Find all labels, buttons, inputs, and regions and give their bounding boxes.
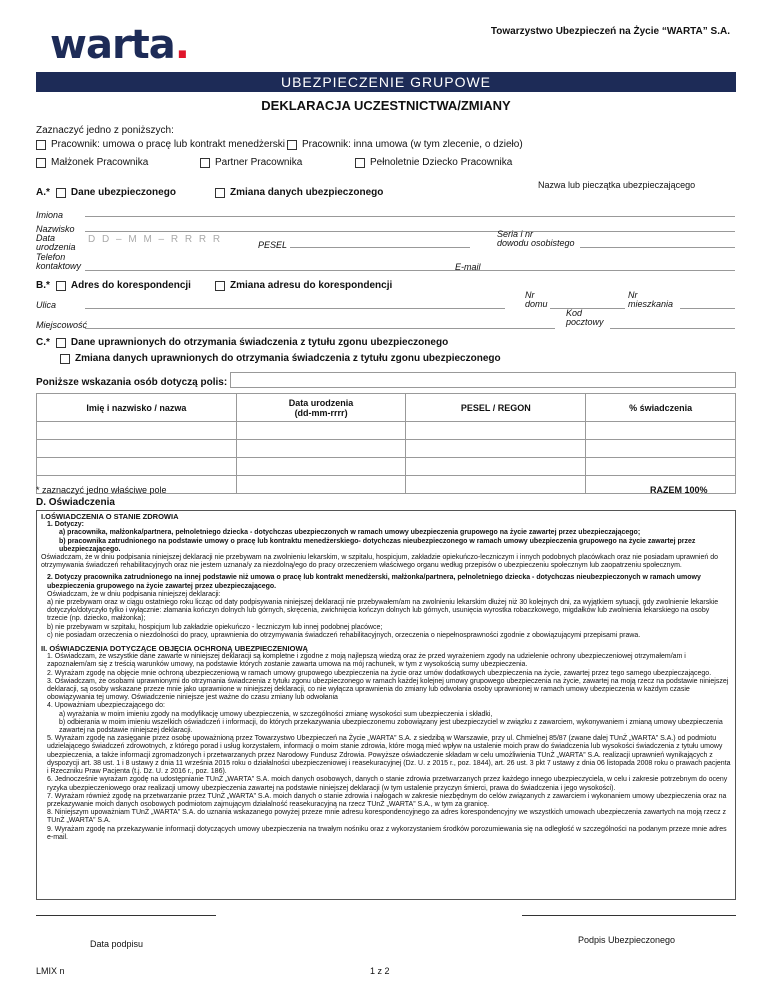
decl-p1b: b) pracownika zatrudnionego na podstawie umowy o pracę lub kontraktu menedżerskiego- dotychczas nieubezpieczonego w ramach umowy ubezpieczenia grupowego na życie zawartej przez ubezpieczającego. bbox=[59, 537, 696, 553]
section-a-option2[interactable]: Zmiana danych ubezpieczonego bbox=[215, 187, 383, 198]
decl-p1c: Oświadczam, że w dniu podpisania niniejszej deklaracji nie przebywam na zwolnieniu lekarskim, w szpitalu, hospicjum, zakładzie opiekuńczo-leczniczym i innych podobnych placówkach oraz nie posiadam uprawnień do otrzymywania świadczeń rehabilitacyjnych oraz nie jestem uznana/y za niezdolną/ego do pracy orzeczeniem właściwego organu według przepisów o ubezpieczeniu społecznym lub zaopatrzeniu społecznym. bbox=[41, 554, 719, 570]
pesel-field[interactable] bbox=[290, 232, 470, 248]
option-spouse[interactable]: Małżonek Pracownika bbox=[36, 157, 148, 168]
col-percent: % świadczenia bbox=[586, 394, 736, 422]
label-imiona: Imiona bbox=[36, 210, 64, 220]
section-a-option1[interactable]: A.* Dane ubezpieczonego bbox=[36, 187, 176, 198]
section-c-option1[interactable]: C.* Dane uprawnionych do otrzymania świadczenia z tytułu zgonu ubezpieczonego bbox=[36, 337, 449, 348]
label-email: E-mail bbox=[455, 262, 481, 272]
street-field[interactable] bbox=[85, 293, 505, 309]
decl-q4: 4. Upoważniam ubezpieczającego do: bbox=[47, 702, 165, 710]
label-seria: Seria i nr dowodu osobistego bbox=[497, 229, 575, 248]
checkbox[interactable] bbox=[36, 158, 46, 168]
warta-logo: warta. bbox=[50, 22, 189, 68]
health-header: I.OŚWIADCZENIA O STANIE ZDROWIA bbox=[41, 512, 179, 521]
coverage-header: II. OŚWIADCZENIA DOTYCZĄCE OBJĘCIA OCHRONĄ UBEZPIECZENIOWĄ bbox=[41, 644, 308, 654]
insured-signature-line[interactable] bbox=[522, 915, 736, 916]
form-banner: UBEZPIECZENIE GRUPOWE bbox=[36, 72, 736, 92]
col-name: Imię i nazwisko / nazwa bbox=[37, 394, 237, 422]
label-ulica: Ulica bbox=[36, 300, 57, 310]
option-adult-child[interactable]: Pełnoletnie Dziecko Pracownika bbox=[355, 157, 512, 168]
policies-label: Poniższe wskazania osób dotyczą polis: bbox=[36, 377, 228, 388]
section-d-title: D. Oświadczenia bbox=[36, 497, 115, 508]
decl-q1: 1. Oświadczam, że wszystkie dane zawarte w niniejszej deklaracji są kompletne i zgodne z moją najlepszą wiedzą oraz że przed wyrażeniem zgody na udzielenie ochrony ubezpieczeniowej otrzymałem/am i zapoznałem/am się z treścią warunków umowy, na podstawie których zostanie zawarta umowa na mój rachunek, w tym z wysokością sumy ubezpieczenia. bbox=[47, 653, 686, 669]
col-birthdate: Data urodzenia (dd-mm-rrrr) bbox=[236, 394, 406, 422]
label-miejscowosc: Miejscowość bbox=[36, 320, 88, 330]
checkbox[interactable] bbox=[56, 281, 66, 291]
postal-code-field[interactable] bbox=[610, 313, 735, 329]
decl-q9: 9. Wyrażam zgodę na przekazywanie informacji dotyczących umowy ubezpieczenia na trwałym nośniku oraz z wykorzystaniem środków porozumiewania się na odległość w szczególności na podanym przeze mnie adres e-mail. bbox=[47, 825, 727, 841]
decl-q2: 2. Wyrażam zgodę na objęcie mnie ochroną ubezpieczeniową w ramach umowy grupowego ubezpieczenia na życie oraz umów dodatkowych ubezpieczenia na życie, zawartej przez tego samego ubezpieczającego. bbox=[47, 669, 712, 677]
decl-q6: 6. Jednocześnie wyrażam zgodę na udostępnianie TUnŻ „WARTA” S.A. moich danych osobowych, danych o stanie zdrowia przetwarzanych przez każdego innego ubezpieczyciela, w celu i zakresie potrzebnym do oceny ryzyka ubezpieczeniowego oraz realizacji umowy ubezpieczenia zawartej na podstawie niniejszej deklaracji (w tym ustalenie przyczyn śmierci, prawa do świadczenia i jego wysokości). bbox=[47, 776, 728, 792]
date-signature-line[interactable] bbox=[36, 915, 216, 916]
option-partner[interactable]: Partner Pracownika bbox=[200, 157, 302, 168]
beneficiaries-table bbox=[36, 393, 736, 494]
table-row[interactable] bbox=[37, 440, 736, 458]
total-label: RAZEM 100% bbox=[650, 485, 708, 495]
section-b-option2[interactable]: Zmiana adresu do korespondencji bbox=[215, 280, 392, 291]
checkbox[interactable] bbox=[215, 281, 225, 291]
decl-q4b: b) odbierania w moim imieniu wszelkich oświadczeń i informacji, do których przekazywania ubezpieczonemu zobowiązany jest ubezpieczyciel w związku z zawarciem, wykonywaniem i zmianą umowy ubezpieczenia zawartej na podstawie niniejszej deklaracji. bbox=[59, 718, 723, 735]
city-field[interactable] bbox=[85, 313, 555, 329]
label-pesel: PESEL bbox=[258, 240, 288, 250]
declarations-box bbox=[36, 510, 736, 900]
decl-p2: 2. Dotyczy pracownika zatrudnionego na innej podstawie niż umowa o pracę lub kontrakt menedżerski, małżonka/partnera, pełnoletniego dziecka - dotychczas nieubezpieczonych w ramach umowy ubezpieczenia grupowego na życie zawartej przez ubezpieczającego. bbox=[47, 574, 701, 590]
decl-p2b: b) nie przebywam w szpitalu, hospicjum lub zakładzie opiekuńczo - leczniczym lub innej podobnej placówce; bbox=[47, 623, 383, 631]
form-code: LMIX n bbox=[36, 966, 65, 976]
page-number: 1 z 2 bbox=[370, 966, 390, 976]
decl-p1: 1. Dotyczy: bbox=[47, 521, 84, 529]
checkbox[interactable] bbox=[200, 158, 210, 168]
label-kod: Kod pocztowy bbox=[566, 308, 604, 327]
birthdate-field[interactable]: D D – M M – R R R R bbox=[88, 234, 223, 245]
section-c-option2[interactable]: Zmiana danych uprawnionych do otrzymania świadczenia z tytułu zgonu ubezpieczonego bbox=[60, 353, 501, 364]
decl-p2a: a) nie przebywam oraz w ciągu ostatniego roku licząc od daty podpisywania niniejszej deklaracji nie przebywałem/am na zwolnieniu lekarskim dłużej niż 30 kolejnych dni, za wyjątkiem sytuacji, gdy zwolnienie lekarskie dotyczyło/dotyczyło tylko i wyłącznie: złamania kończyn dolnych lub górnych, skręcenia, zwichnięcia kończyn dolnych lub górnych, usunięcia wyrostka robaczkowego, migdałków lub zwolnienia lekarskiego na osoby trzecie (np. dziecko, małżonka); bbox=[47, 599, 719, 623]
decl-p2c: c) nie posiadam orzeczenia o niezdolności do pracy, uprawnienia do otrzymywania świadczeń rehabilitacyjnych, orzeczenia o niepełnosprawności zgodnie z obowiązującymi przepisami prawa. bbox=[47, 631, 641, 639]
house-number-field[interactable] bbox=[550, 293, 625, 309]
imiona-field[interactable] bbox=[85, 201, 735, 217]
footnote: * zaznaczyć jedno właściwe pole bbox=[36, 485, 167, 495]
company-name: Towarzystwo Ubezpieczeń na Życie “WARTA” S.A. bbox=[490, 26, 730, 37]
form-subtitle: DEKLARACJA UCZESTNICTWA/ZMIANY bbox=[261, 98, 511, 113]
nazwisko-field[interactable] bbox=[85, 216, 735, 232]
decl-q8: 8. Niniejszym upoważniam TUnŻ „WARTA” S.A. do uznania wskazanego powyżej przeze mnie adresu korespondencyjnego za adres korespondencyjny we wszystkich umowach ubezpieczenia zawartych na moją rzecz z TUnŻ „WARTA” S.A. bbox=[47, 809, 727, 825]
checkbox[interactable] bbox=[355, 158, 365, 168]
insured-signature-label: Podpis Ubezpieczonego bbox=[578, 935, 676, 945]
stamp-label: Nazwa lub pieczątka ubezpieczającego bbox=[538, 180, 696, 190]
checkbox[interactable] bbox=[215, 188, 225, 198]
decl-p2i: Oświadczam, że w dniu podpisania niniejszej deklaracji: bbox=[47, 590, 221, 598]
table-row[interactable] bbox=[37, 458, 736, 476]
col-pesel: PESEL / REGON bbox=[406, 394, 586, 422]
option-employee-other[interactable]: Pracownik: inna umowa (w tym zlecenie, o dzieło) bbox=[287, 139, 523, 150]
checkbox[interactable] bbox=[56, 338, 66, 348]
id-number-field[interactable] bbox=[580, 232, 735, 248]
checkbox[interactable] bbox=[36, 140, 46, 150]
decl-q3: 3. Oświadczam, że osobami uprawnionymi do otrzymania świadczenia z tytułu zgonu ubezpieczonego w ramach każdej kolejnej umowy grupowego ubezpieczenia na życie, zawartej na moją rzecz na podstawie niniejszej deklaracji, są osoby wskazane przeze mnie jako uprawnione w niniejszej deklaracji, co nie wyłącza uprawnienia do zmiany lub odwołania osoby uprawnionej w ramach umowy ubezpieczenia w każdym czasie obowiązywania tej umowy. Oświadczenie niniejsze jest ważne do czasu zmiany lub odwołania bbox=[47, 677, 729, 702]
checkbox[interactable] bbox=[56, 188, 66, 198]
checkbox[interactable] bbox=[60, 354, 70, 364]
label-data-urodzenia: Data urodzenia bbox=[36, 233, 76, 252]
decl-q5: 5. Wyrażam zgodę na zasięganie przez osobę upoważnioną przez Towarzystwo Ubezpieczeń na Życie „WARTA” S.A. z siedzibą w Warszawie, przy ul. Chmielnej 85/87 (zwane dalej TUnŻ „WARTA” S.A.) od podmiotu udzielającego świadczeń zdrowotnych, z którego porad i usług korzystałem, informacji o moim stanie zdrowia, które mogą mieć wpływ na ustalenie moich praw do świadczenia lub wysokości świadczenia z tytułu umowy ubezpieczenia, a także informacji zgromadzonych i przetwarzanych przez Narodowy Fundusz Zdrowia. Powyższe oświadczenie składam w celu umożliwienia TUnŻ „WARTA” S.A. realizacji uprawnień wynikających z dyspozycji art. 38 ust. 1 i 8 ustawy z dnia 11 września 2015 roku o działalności ubezpieczeniowej i reasekuracyjnej (Dz. U. z 2015 r., poz. 1844), art. 26 ust. 3 pkt 7 ustawy z dnia 06 listopada 2008 roku o prawach pacjenta i Rzeczniku Praw Pacjenta (t.j. Dz. U. z 2016 r., poz. 186). bbox=[47, 735, 731, 776]
table-row[interactable] bbox=[37, 422, 736, 440]
option-employee-contract[interactable]: Pracownik: umowa o pracę lub kontrakt menedżerski bbox=[36, 139, 285, 150]
label-nazwisko: Nazwisko bbox=[36, 224, 75, 234]
checkbox[interactable] bbox=[287, 140, 297, 150]
section-b-option1[interactable]: B.* Adres do korespondencji bbox=[36, 280, 191, 291]
decl-q4a: a) wyrażania w moim imieniu zgody na modyfikację umowy ubezpieczenia, w szczególności zmianę wysokości sum ubezpieczenia i składki, bbox=[59, 710, 493, 718]
apartment-field[interactable] bbox=[680, 293, 735, 309]
policies-field[interactable] bbox=[230, 372, 736, 388]
decl-p1a: a) pracownika, małżonka/partnera, pełnoletniego dziecka - dotychczas ubezpieczonych w ramach umowy ubezpieczenia grupowego na życie zawartej przez ubezpieczającego; bbox=[59, 529, 641, 537]
decl-q7: 7. Wyrażam również zgodę na przetwarzanie przez TUnŻ „WARTA” S.A. moich danych o stanie zdrowia i nałogach w zakresie niezbędnym do celów związanych z zawarciem i wykonaniem umowy ubezpieczenia oraz na przekazywanie moich danych osobowych podmiotom zajmującym działalność reasekuracyjną na rzecz TUnŻ „WARTA” S.A., w tym za granicę. bbox=[47, 792, 727, 808]
label-nr-mieszkania: Nr mieszkania bbox=[628, 290, 674, 309]
date-signature-label: Data podpisu bbox=[90, 939, 144, 949]
label-telefon: Telefon kontaktowy bbox=[36, 252, 82, 271]
phone-field[interactable] bbox=[85, 255, 735, 271]
select-heading: Zaznaczyć jedno z poniższych: bbox=[36, 125, 174, 136]
label-nr-domu: Nr domu bbox=[525, 290, 548, 309]
